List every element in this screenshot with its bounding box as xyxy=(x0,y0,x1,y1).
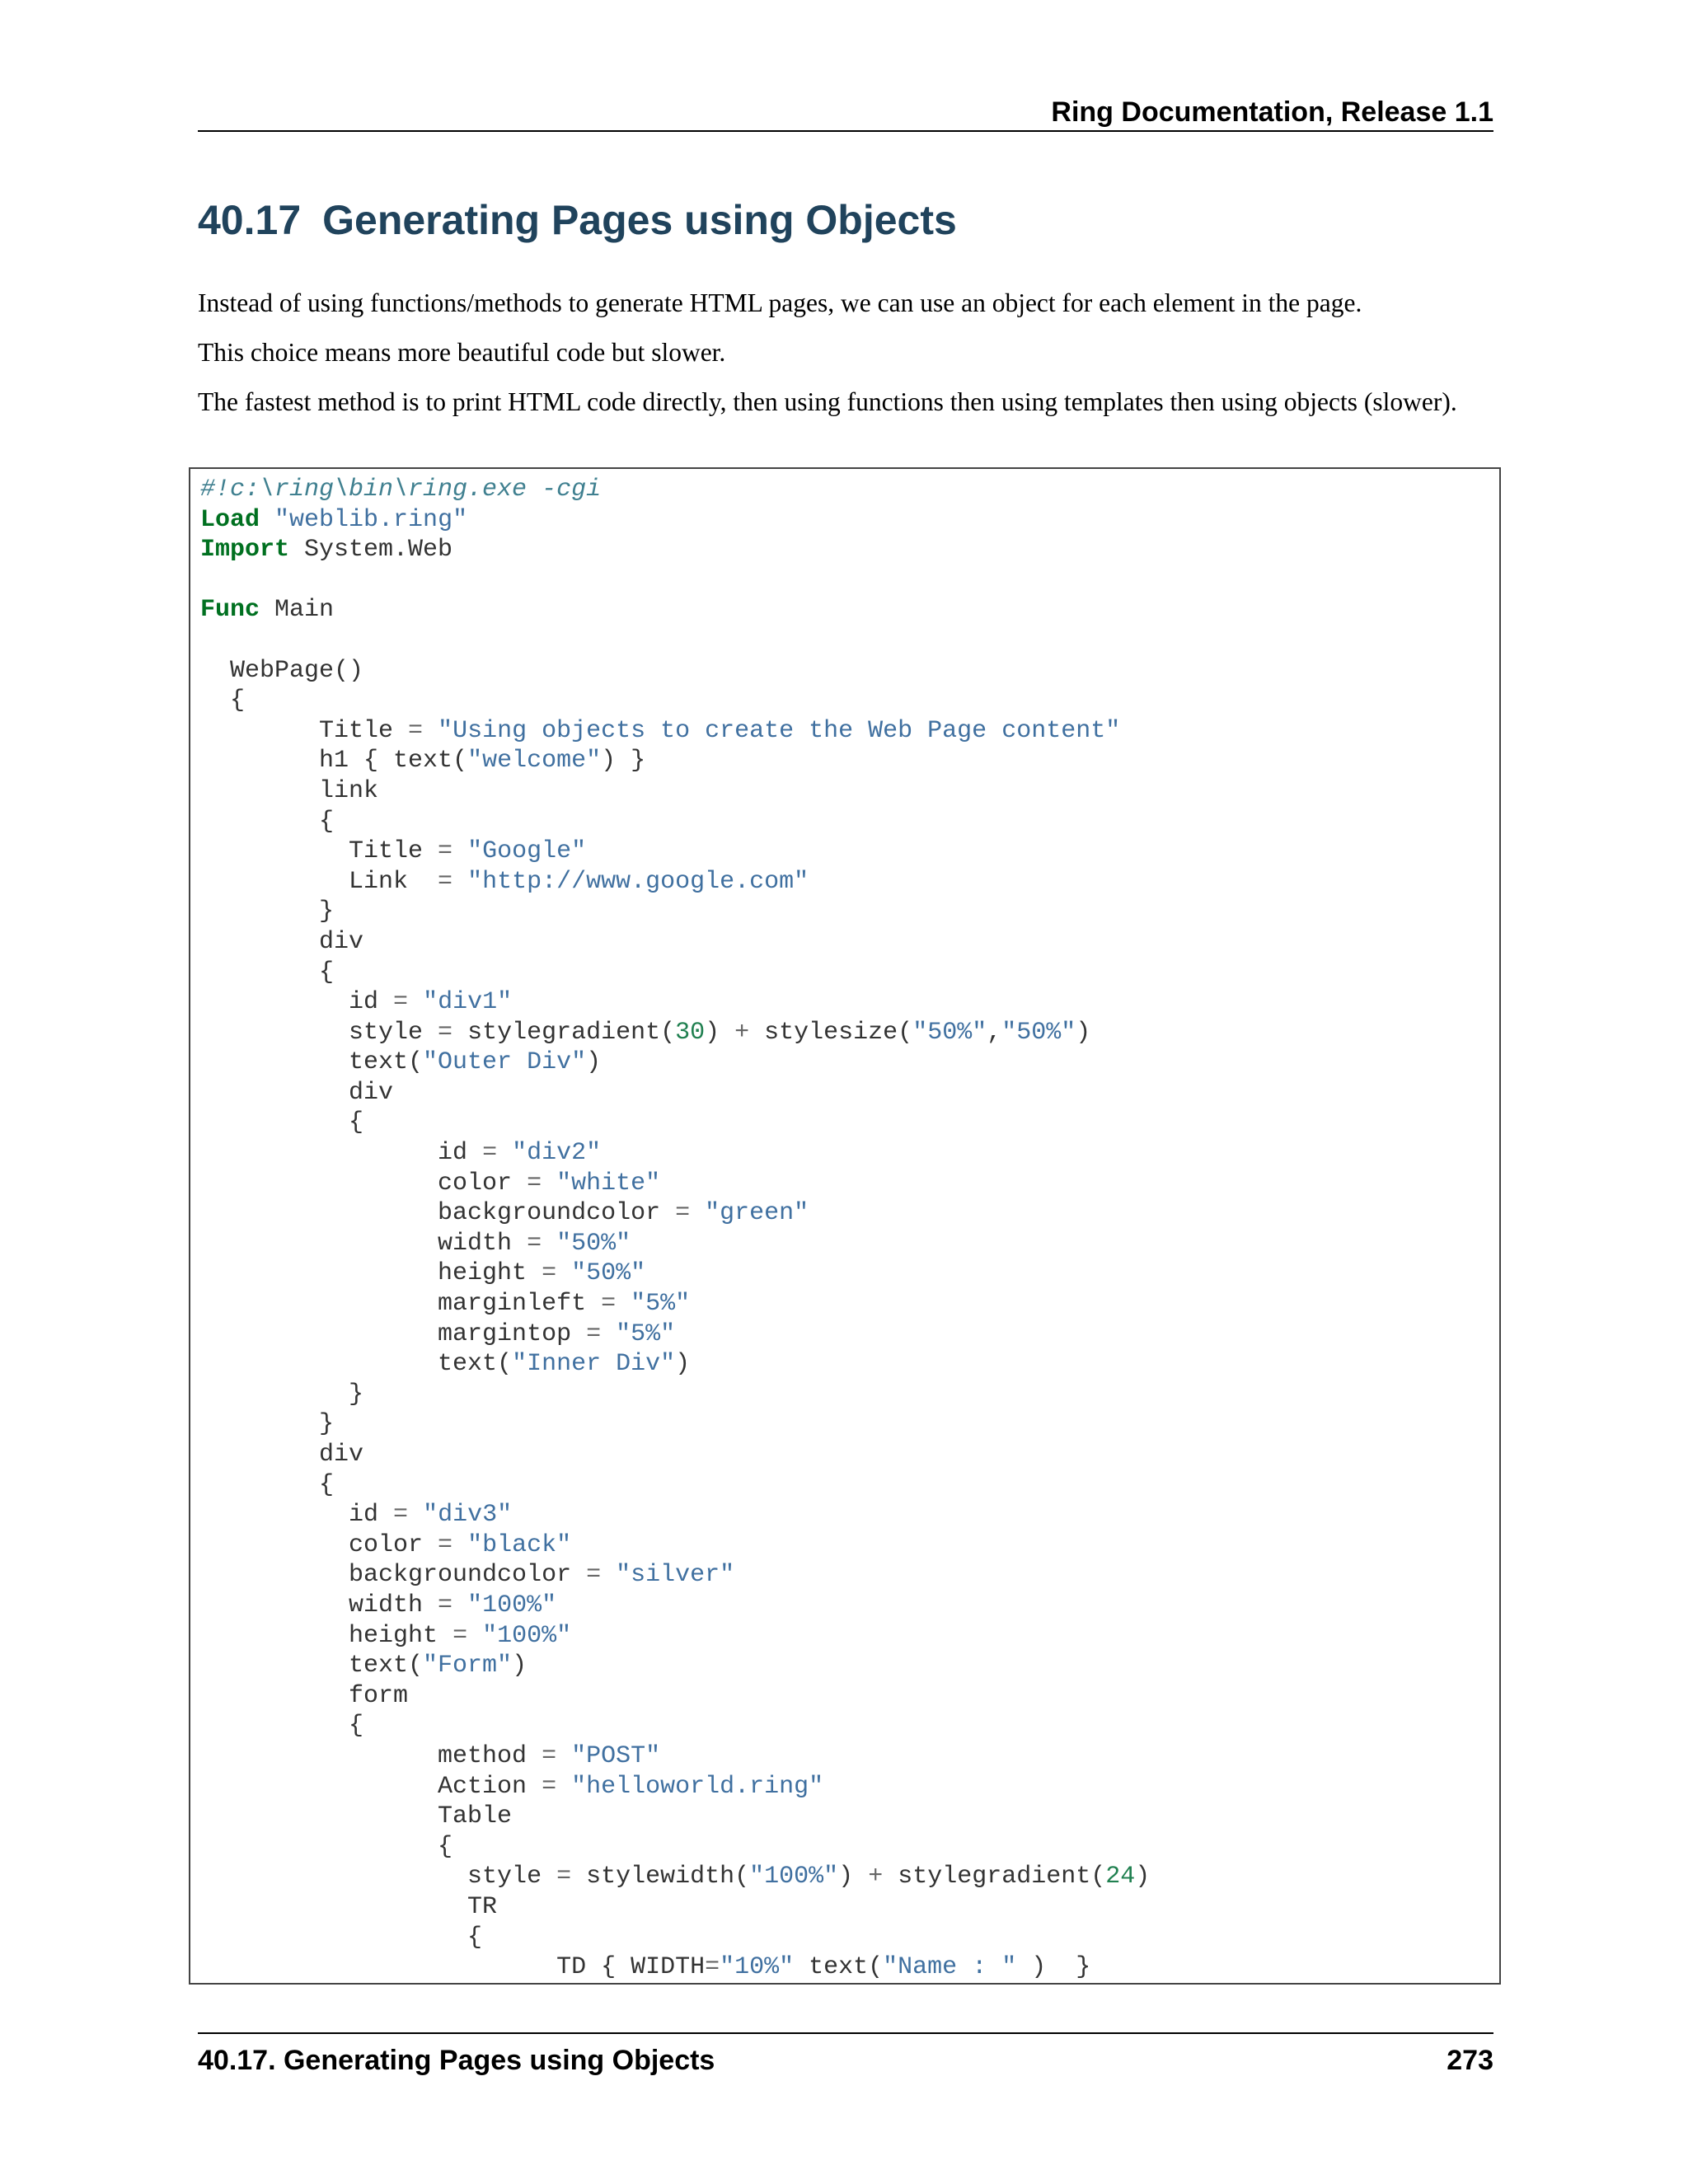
code-token: Main xyxy=(260,596,335,625)
code-token: = xyxy=(542,1259,557,1288)
code-line xyxy=(200,1711,1499,1741)
code-token: backgroundcolor xyxy=(200,1199,676,1228)
code-token: marginleft xyxy=(200,1290,602,1319)
code-token: color xyxy=(200,1530,438,1559)
code-line xyxy=(200,1349,1499,1380)
code-token: = xyxy=(393,1501,409,1530)
code-token: ) } xyxy=(1016,1953,1091,1982)
code-token: = xyxy=(542,1741,557,1770)
code-token: = xyxy=(438,1530,453,1559)
code-line xyxy=(200,1681,1499,1712)
code-token: = xyxy=(601,1290,617,1319)
code-line xyxy=(200,1621,1499,1652)
code-line xyxy=(200,1892,1499,1923)
code-line xyxy=(200,1470,1499,1501)
code-token: link xyxy=(200,776,379,805)
code-line xyxy=(200,1258,1499,1289)
code-token: { xyxy=(200,1832,453,1861)
code-line xyxy=(200,1380,1499,1410)
code-line xyxy=(200,1923,1499,1953)
code-token: "silver" xyxy=(616,1561,735,1590)
code-token: h1 { text( xyxy=(200,747,468,776)
code-line xyxy=(200,505,1499,536)
code-line xyxy=(200,837,1499,867)
code-token: Title xyxy=(200,716,409,745)
code-token: } xyxy=(200,1410,335,1439)
code-token: Table xyxy=(200,1802,513,1831)
code-token: { xyxy=(200,1108,364,1137)
code-token: Link xyxy=(200,867,438,896)
paragraph-tradeoff: This choice means more beautiful code but slower. xyxy=(198,338,726,367)
code-line xyxy=(200,686,1499,716)
code-token xyxy=(408,1501,423,1529)
code-line xyxy=(200,716,1499,747)
code-token: width xyxy=(200,1591,438,1619)
code-token: = xyxy=(438,867,453,896)
code-line xyxy=(200,1198,1499,1229)
page-number: 273 xyxy=(1447,2045,1493,2076)
code-token: "50%" xyxy=(912,1018,987,1047)
code-token: stylewidth( xyxy=(571,1863,750,1891)
code-token: backgroundcolor xyxy=(200,1561,587,1590)
code-token: Import xyxy=(200,536,290,565)
code-line xyxy=(200,1440,1499,1470)
code-token: color xyxy=(200,1169,528,1197)
code-token: height xyxy=(200,1621,453,1650)
code-token xyxy=(423,717,438,745)
code-token: text( xyxy=(794,1953,884,1982)
code-line xyxy=(200,1952,1499,1983)
code-line xyxy=(200,656,1499,687)
code-token: = xyxy=(586,1561,602,1590)
code-token: "black" xyxy=(467,1530,572,1559)
code-line xyxy=(200,746,1499,776)
code-line xyxy=(200,1832,1499,1863)
code-token: "div1" xyxy=(423,988,513,1017)
code-token: "Outer Div" xyxy=(423,1048,587,1077)
running-header: Ring Documentation, Release 1.1 xyxy=(1051,96,1493,128)
code-token: = xyxy=(438,1018,453,1047)
code-token: System.Web xyxy=(289,536,453,565)
code-token: 24 xyxy=(1105,1863,1136,1891)
code-line xyxy=(200,626,1499,656)
code-token: Func xyxy=(200,596,260,625)
code-line xyxy=(200,1289,1499,1319)
code-token: text( xyxy=(200,1652,424,1680)
code-token: "welcome" xyxy=(467,747,602,776)
code-token: style xyxy=(200,1863,557,1891)
code-line xyxy=(200,1169,1499,1199)
code-token: id xyxy=(200,1139,483,1168)
code-token: = xyxy=(452,1621,468,1650)
code-token: { xyxy=(200,1923,483,1952)
code-token: "POST" xyxy=(571,1741,661,1770)
code-token xyxy=(467,1622,482,1650)
code-token: "div2" xyxy=(512,1139,602,1168)
code-line xyxy=(200,958,1499,988)
code-token: ) xyxy=(1076,1018,1091,1047)
code-token: "5%" xyxy=(631,1290,691,1319)
code-token: text( xyxy=(200,1350,513,1379)
code-token: Action xyxy=(200,1772,542,1801)
code-token: = xyxy=(408,716,424,745)
code-token: = xyxy=(556,1863,572,1891)
code-token xyxy=(556,1259,571,1287)
code-token: id xyxy=(200,1501,394,1530)
code-line xyxy=(200,867,1499,898)
code-token: { xyxy=(200,807,335,836)
code-token: stylesize( xyxy=(749,1018,913,1047)
paragraph-intro: Instead of using functions/methods to generate HTML pages, we can use an object for each element in the page. xyxy=(198,288,1362,317)
code-token: } xyxy=(200,898,335,926)
code-token: "weblib.ring" xyxy=(274,505,468,534)
code-token: ) xyxy=(1135,1863,1151,1891)
code-token: { xyxy=(200,1712,364,1741)
code-line xyxy=(200,535,1499,565)
code-line xyxy=(200,1319,1499,1350)
code-token: "100%" xyxy=(482,1621,572,1650)
code-line xyxy=(200,1741,1499,1772)
code-token: "div3" xyxy=(423,1501,513,1530)
code-token: + xyxy=(868,1863,884,1891)
code-token: = xyxy=(438,1591,453,1619)
code-line xyxy=(200,1862,1499,1892)
code-token: height xyxy=(200,1259,542,1288)
code-token: WebPage() xyxy=(200,656,364,685)
code-line xyxy=(200,927,1499,958)
code-line xyxy=(200,1651,1499,1681)
code-token xyxy=(452,1591,467,1619)
code-line xyxy=(200,1078,1499,1108)
code-token: "50%" xyxy=(1001,1018,1076,1047)
code-token: "Google" xyxy=(467,837,587,866)
code-line xyxy=(200,565,1499,596)
section-heading xyxy=(198,191,957,249)
code-token: "Name : " xyxy=(883,1953,1017,1982)
code-line xyxy=(200,1591,1499,1621)
code-token: div xyxy=(200,1441,364,1469)
code-line xyxy=(200,475,1499,505)
code-token: + xyxy=(734,1018,750,1047)
code-line xyxy=(200,1108,1499,1138)
code-token: #!c:\ring\bin\ring.exe -cgi xyxy=(200,476,602,504)
code-token: "50%" xyxy=(556,1229,631,1258)
code-line xyxy=(200,1772,1499,1802)
code-token: "5%" xyxy=(616,1319,676,1348)
code-line xyxy=(200,776,1499,807)
code-line xyxy=(200,1138,1499,1169)
code-token: "http://www.google.com" xyxy=(467,867,809,896)
code-token: ) xyxy=(512,1652,528,1680)
code-token: = xyxy=(393,988,409,1017)
code-token: "Form" xyxy=(423,1652,513,1680)
code-token xyxy=(452,1531,467,1559)
code-token: "Inner Div" xyxy=(512,1350,676,1379)
code-token: "helloworld.ring" xyxy=(571,1772,824,1801)
code-token: ) xyxy=(705,1018,735,1047)
code-token: stylegradient( xyxy=(452,1018,676,1047)
code-token: style xyxy=(200,1018,438,1047)
code-token: text( xyxy=(200,1048,424,1077)
code-token xyxy=(556,1773,571,1801)
code-line xyxy=(200,1229,1499,1259)
code-block xyxy=(189,467,1501,1985)
code-token xyxy=(616,1290,631,1318)
footer-divider xyxy=(198,2032,1493,2034)
code-line xyxy=(200,595,1499,626)
code-token xyxy=(497,1139,512,1167)
code-token xyxy=(260,506,274,534)
code-line xyxy=(200,1409,1499,1440)
code-token: "Using objects to create the Web Page content" xyxy=(438,716,1121,745)
code-token: "10%" xyxy=(720,1953,795,1982)
section-number: 40.17 xyxy=(198,197,302,243)
code-token: = xyxy=(705,1953,720,1982)
code-token: Title xyxy=(200,837,438,866)
code-token: TR xyxy=(200,1892,498,1921)
header-divider xyxy=(198,130,1493,132)
code-token xyxy=(690,1199,705,1227)
code-token: { xyxy=(200,1470,335,1499)
code-token: = xyxy=(527,1169,542,1197)
code-token: 30 xyxy=(675,1018,706,1047)
code-token: Load xyxy=(200,505,260,534)
code-token: div xyxy=(200,1078,394,1107)
code-token: ) xyxy=(586,1048,602,1077)
code-token: = xyxy=(542,1772,557,1801)
code-token: = xyxy=(527,1229,542,1258)
code-line xyxy=(200,1047,1499,1078)
code-token: width xyxy=(200,1229,528,1258)
code-token: = xyxy=(438,837,453,866)
code-token: "100%" xyxy=(467,1591,557,1619)
code-token xyxy=(452,868,467,896)
code-token: method xyxy=(200,1741,542,1770)
code-token: form xyxy=(200,1681,409,1710)
code-line xyxy=(200,1500,1499,1530)
code-token: , xyxy=(987,1018,1002,1047)
code-token: ) } xyxy=(601,747,646,776)
code-token: div xyxy=(200,927,364,956)
code-token: ) xyxy=(675,1350,691,1379)
code-line xyxy=(200,987,1499,1018)
code-token: { xyxy=(200,958,335,987)
code-token: } xyxy=(200,1380,364,1408)
footer-section-label: 40.17. Generating Pages using Objects xyxy=(198,2045,715,2076)
code-line xyxy=(200,807,1499,837)
code-line xyxy=(200,1018,1499,1048)
code-token xyxy=(408,988,423,1016)
code-token: = xyxy=(482,1139,498,1168)
code-token xyxy=(542,1169,556,1197)
code-token xyxy=(452,837,467,865)
code-token: "green" xyxy=(705,1199,809,1228)
code-token: { xyxy=(200,687,246,715)
code-token: "50%" xyxy=(571,1259,646,1288)
code-token: = xyxy=(675,1199,691,1228)
code-line xyxy=(200,1560,1499,1591)
code-token: = xyxy=(586,1319,602,1348)
paragraph-speed-order: The fastest method is to print HTML code directly, then using functions then using templates then using objects (slower). xyxy=(198,387,1457,416)
code-token: "100%" xyxy=(749,1863,839,1891)
code-token: margintop xyxy=(200,1319,587,1348)
code-token xyxy=(542,1230,556,1258)
code-token xyxy=(601,1320,616,1348)
code-token: id xyxy=(200,988,394,1017)
code-token: TD { WIDTH xyxy=(200,1953,706,1982)
code-line xyxy=(200,897,1499,927)
code-token: ) xyxy=(838,1863,869,1891)
code-token: stylegradient( xyxy=(883,1863,1106,1891)
code-token xyxy=(601,1561,616,1589)
section-title-text: Generating Pages using Objects xyxy=(322,197,957,243)
code-token: "white" xyxy=(556,1169,661,1197)
code-token xyxy=(556,1742,571,1770)
code-line xyxy=(200,1802,1499,1832)
code-line xyxy=(200,1530,1499,1561)
